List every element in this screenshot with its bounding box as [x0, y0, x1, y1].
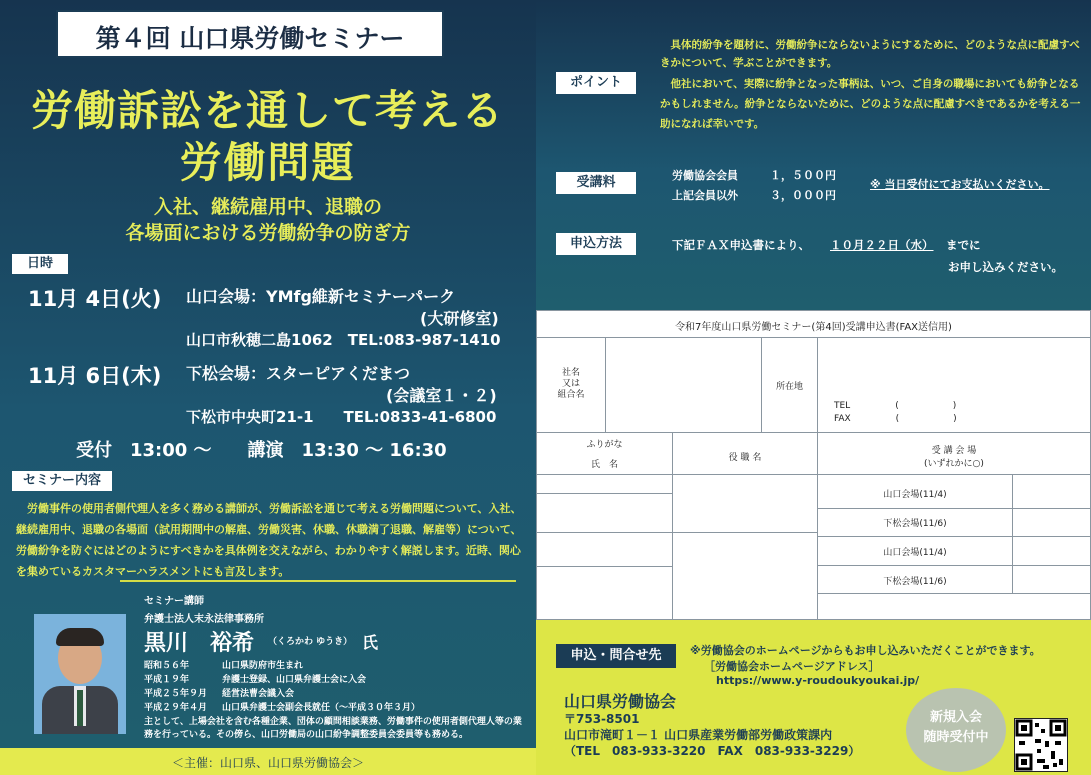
apply-label: 申込方法: [556, 233, 636, 255]
venue2-line1: 下松会場：スターピアくだまつ: [186, 364, 411, 383]
fee-member: １，５００円: [770, 169, 836, 182]
form-venue-header: 受 講 会 場: [931, 446, 977, 456]
point-text-1: 具体的紛争を題材に、労働紛争にならないようにするために、どのような点に配慮すべきかについて、学ぶことができます。: [660, 39, 1080, 69]
lecturer-suffix: 氏: [362, 633, 379, 652]
form-venue-check-4[interactable]: [1012, 565, 1091, 594]
career-text-4: 山口県弁護士会副会長就任（～平成３０年３月）: [222, 703, 421, 713]
apply-text-1: 下記ＦＡＸ申込書により、: [672, 238, 810, 252]
career-year-4: 平成２９年４月: [144, 703, 208, 713]
lecturer-label: セミナー講師: [144, 596, 204, 607]
career-text-1: 山口県防府市生まれ: [222, 661, 304, 671]
contact-note-1: ※労働協会のホームページからもお申し込みいただくことができます。: [690, 644, 1041, 657]
point-text-2: 他社において、実際に紛争となった事柄は、いつ、ご自身の職場においても紛争となるかもしれません。紛争とならないために、どのような点に配慮すべきであるかを考える一助になれば幸いです。: [660, 78, 1081, 130]
fee-note: ※ 当日受付にてお支払いください。: [870, 178, 1050, 191]
apply-text-2: までに: [946, 238, 981, 252]
form-position-input-1[interactable]: [672, 474, 818, 533]
content-label: セミナー内容: [12, 471, 112, 491]
content-text: 労働事件の使用者側代理人を多く務める講師が、労働訴訟を通じて考える労働問題について、入社、継続雇用中、退職の各場面（試用期間中の解雇、労働災害、休職、休職満了退職、解雇等）について、労働紛争を防ぐにはどのようにすべきかを具体例を交えながら、わかりやすく解説します。近時、関心を集めているカスタマーハラスメントにも言及します。: [16, 502, 522, 578]
form-venue-check-2[interactable]: [1012, 508, 1091, 537]
form-address-label: 所在地: [775, 382, 803, 392]
qr-code-icon: [1014, 718, 1068, 772]
subtitle-line1: 入社、継続雇用中、退職の: [153, 196, 382, 218]
venue2-address: 下松市中央町21-1 TEL:0833-41-6800: [186, 408, 497, 426]
lecturer-firm: 弁護士法人末永法律事務所: [144, 614, 264, 625]
venue2-line2: (会議室１・２): [386, 386, 497, 405]
lecturer-photo: [34, 614, 126, 734]
career-year-1: 昭和５６年: [144, 661, 190, 671]
form-venue-label-2: 下松会場(11/6): [883, 519, 947, 529]
lecturer-reading: （くろかわ ゆうき）: [268, 637, 353, 647]
subtitle-line2: 各場面における労働紛争の防ぎ方: [125, 222, 411, 244]
form-position-input-2[interactable]: [672, 532, 818, 620]
time-schedule: 受付 13:00 ～ 講演 13:30 ～ 16:30: [76, 440, 447, 461]
content-divider: [120, 580, 516, 582]
date-2: 11月 6日(木): [28, 364, 162, 388]
form-name-input-4[interactable]: [536, 566, 673, 620]
contact-url[interactable]: https://www.y-roudoukyoukai.jp/: [716, 674, 920, 687]
apply-deadline: １０月２２日（水）: [830, 238, 934, 252]
fee-member-label: 労働協会会員: [672, 169, 738, 182]
postal-code: 〒753-8501: [564, 712, 640, 726]
form-furigana-label: ふりがな: [586, 440, 623, 450]
form-name-input-2[interactable]: [536, 493, 673, 533]
venue1-line1: 山口会場：YMfg維新セミナーパーク: [186, 287, 456, 306]
contact-label: 申込・問合せ先: [556, 644, 676, 668]
form-venue-check-3[interactable]: [1012, 536, 1091, 566]
form-name-input-3[interactable]: [536, 532, 673, 567]
form-venue-sub: (いずれかに○): [924, 459, 984, 469]
career-year-3: 平成２５年９月: [144, 689, 208, 699]
form-position-label: 役 職 名: [728, 453, 762, 463]
seminar-title: 第４回 山口県労働セミナー: [95, 24, 405, 53]
lecturer-name: 黒川 裕希: [144, 631, 255, 656]
career-year-2: 平成１９年: [144, 675, 190, 685]
fee-other: ３，０００円: [770, 189, 836, 202]
form-venue-label-4: 下松会場(11/6): [883, 577, 947, 587]
org-name: 山口県労働協会: [564, 692, 677, 711]
membership-badge-text: 新規入会 随時受付中: [923, 710, 989, 745]
date-1: 11月 4日(火): [28, 287, 162, 311]
form-company-label: 社名 又は 組合名: [557, 368, 585, 400]
contact-note-2: ［労働協会ホームページアドレス］: [704, 660, 880, 673]
form-name-label: 氏 名: [590, 460, 618, 470]
main-title-line1: 労働訴訟を通して考える: [30, 86, 504, 135]
form-fax: FAX ( ): [834, 414, 957, 424]
form-name-input-1[interactable]: [536, 474, 673, 494]
form-venue-check-1[interactable]: [1012, 474, 1091, 509]
career-text-3: 経営法曹会議入会: [222, 689, 295, 699]
form-tel: TEL ( ): [834, 401, 957, 411]
apply-text-3: お申し込みください。: [948, 260, 1063, 274]
form-venue-label-3: 山口会場(11/4): [883, 548, 947, 558]
organizer: ＜主催：山口県、山口県労働協会＞: [171, 756, 364, 770]
form-venue-label-1: 山口会場(11/4): [883, 490, 947, 500]
main-title-line2: 労働問題: [179, 138, 356, 187]
point-label: ポイント: [556, 72, 636, 94]
fee-label: 受講料: [556, 172, 636, 194]
date-label: 日時: [12, 254, 68, 274]
venue1-address: 山口市秋穂二島1062 TEL:083-987-1410: [186, 331, 501, 349]
fee-other-label: 上記会員以外: [672, 189, 738, 202]
org-address: 山口市滝町１－１ 山口県産業労働部労働政策課内: [564, 728, 833, 742]
career-text-2: 弁護士登録、山口県弁護士会に入会: [222, 675, 367, 685]
form-title: 令和7年度山口県労働セミナー(第4回)受講申込書(FAX送信用): [675, 322, 952, 333]
org-tel-fax: （TEL 083-933-3220 FAX 083-933-3229）: [564, 744, 861, 758]
venue1-line2: (大研修室): [420, 309, 499, 328]
career-note: 主として、上場会社を含む各種企業、団体の顧問相談業務、労働事件の使用者側代理人等の業務を行っている。その傍ら、山口労働局の山口紛争調整委員会委員等も務める。: [144, 717, 522, 740]
form-company-input[interactable]: [605, 337, 762, 433]
